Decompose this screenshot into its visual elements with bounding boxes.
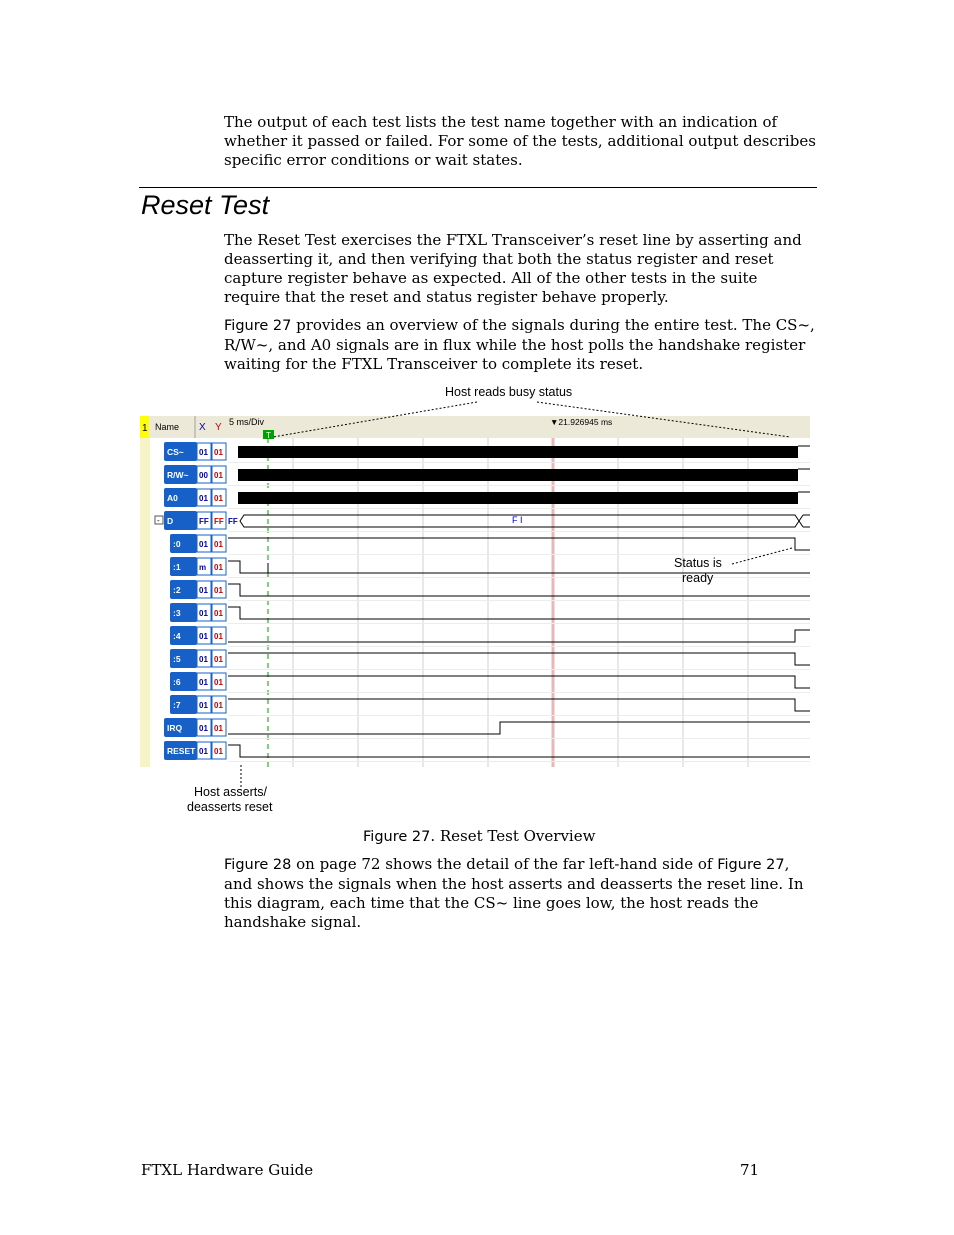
reset-test-paragraph: The Reset Test exercises the FTXL Transceiver’s reset line by asserting and deasserting it, and then verifying that both the status register and reset capture register behave as expected. All of the other tests in the suite require that the reset and status register behave properly. [224,231,802,306]
y-value-4: 01 [214,540,223,549]
cursor-time-readout: ▼21.926945 ms [550,417,613,427]
x-value-6: 01 [199,586,208,595]
status-ready-annotation-2: ready [682,571,714,585]
reset-annotation-2: deasserts reset [187,800,273,814]
page-number: 71 [740,1161,760,1179]
x-value-11: 01 [199,701,208,710]
x-column-header: X [199,422,206,433]
figure-caption [363,827,595,845]
section-divider [139,187,817,188]
intro-paragraph: The output of each test lists the test name together with an indication of whether it passed or failed. For some of the tests, additional output describes specific error conditions or wait states. [224,113,816,169]
y-value-13: 01 [214,747,223,756]
detail-paragraph [224,855,816,932]
dense-activity-2 [238,492,798,504]
signal-name-6: :2 [173,585,181,595]
y-value-9: 01 [214,655,223,664]
signal-name-10: :6 [173,677,181,687]
t-cursor-label: T [266,431,271,440]
y-value-3: FF [214,517,224,526]
reset-annotation-1: Host asserts/ [194,785,267,799]
y-value-1: 01 [214,471,223,480]
logic-analyzer-figure [140,380,820,820]
busy-status-annotation: Host reads busy status [445,385,573,399]
detail-text-1: on page 72 shows the detail of the far left-hand side of [291,855,718,873]
time-per-div-label: 5 ms/Div [229,417,265,427]
d-extra-value: FF [228,517,238,526]
detail-text-2: , and shows the signals when the host asserts and deasserts the reset line. In this diagram, each time that the CS~ line goes low, the host reads the handshake signal. [224,855,804,931]
figure-27-link[interactable]: Figure 27 [224,318,292,334]
marker-label: 1 [142,423,148,434]
x-value-9: 01 [199,655,208,664]
dense-activity-0 [238,446,798,458]
y-value-7: 01 [214,609,223,618]
signal-name-5: :1 [173,562,181,572]
signal-name-12: IRQ [167,723,183,733]
signal-name-11: :7 [173,700,181,710]
signal-name-2: A0 [167,493,178,503]
figure-28-link[interactable]: Figure 28 [224,857,292,873]
x-value-2: 01 [199,494,208,503]
y-value-2: 01 [214,494,223,503]
paragraph-text: provides an overview of the signals during the entire test. The CS~, R/W~, and A0 signals are in flux while the host polls the handshake register waiting for the FTXL Transceiver to complete its reset. [224,316,815,373]
status-ready-annotation-1: Status is [674,556,722,570]
x-value-10: 01 [199,678,208,687]
expand-toggle-label: - [157,516,160,525]
y-value-11: 01 [214,701,223,710]
x-value-7: 01 [199,609,208,618]
x-value-5: m [199,563,207,572]
d-bus-value: F I [512,515,523,525]
signal-name-3: D [167,516,174,526]
y-value-5: 01 [214,563,223,572]
y-value-12: 01 [214,724,223,733]
y-value-8: 01 [214,632,223,641]
signal-name-9: :5 [173,654,181,664]
name-column-header: Name [155,422,180,432]
x-value-4: 01 [199,540,208,549]
figure-27-link-2[interactable]: Figure 27 [717,857,785,873]
x-value-3: FF [199,517,209,526]
caption-text: . Reset Test Overview [430,827,596,845]
x-value-0: 01 [199,448,208,457]
dense-activity-1 [238,469,798,481]
x-value-8: 01 [199,632,208,641]
signal-name-13: RESET [167,746,196,756]
y-value-10: 01 [214,678,223,687]
figure-overview-paragraph [224,316,816,374]
left-margin-strip [140,416,150,767]
x-value-13: 01 [199,747,208,756]
caption-figure-ref: Figure 27 [363,829,431,845]
footer-title: FTXL Hardware Guide [141,1161,314,1179]
y-column-header: Y [215,422,222,433]
x-value-1: 00 [199,471,208,480]
signal-name-7: :3 [173,608,181,618]
section-title: Reset Test [141,190,270,220]
y-value-6: 01 [214,586,223,595]
y-value-0: 01 [214,448,223,457]
signal-name-8: :4 [173,631,181,641]
signal-name-4: :0 [173,539,181,549]
signal-name-1: R/W~ [167,470,189,480]
x-value-12: 01 [199,724,208,733]
signal-name-0: CS~ [167,447,184,457]
